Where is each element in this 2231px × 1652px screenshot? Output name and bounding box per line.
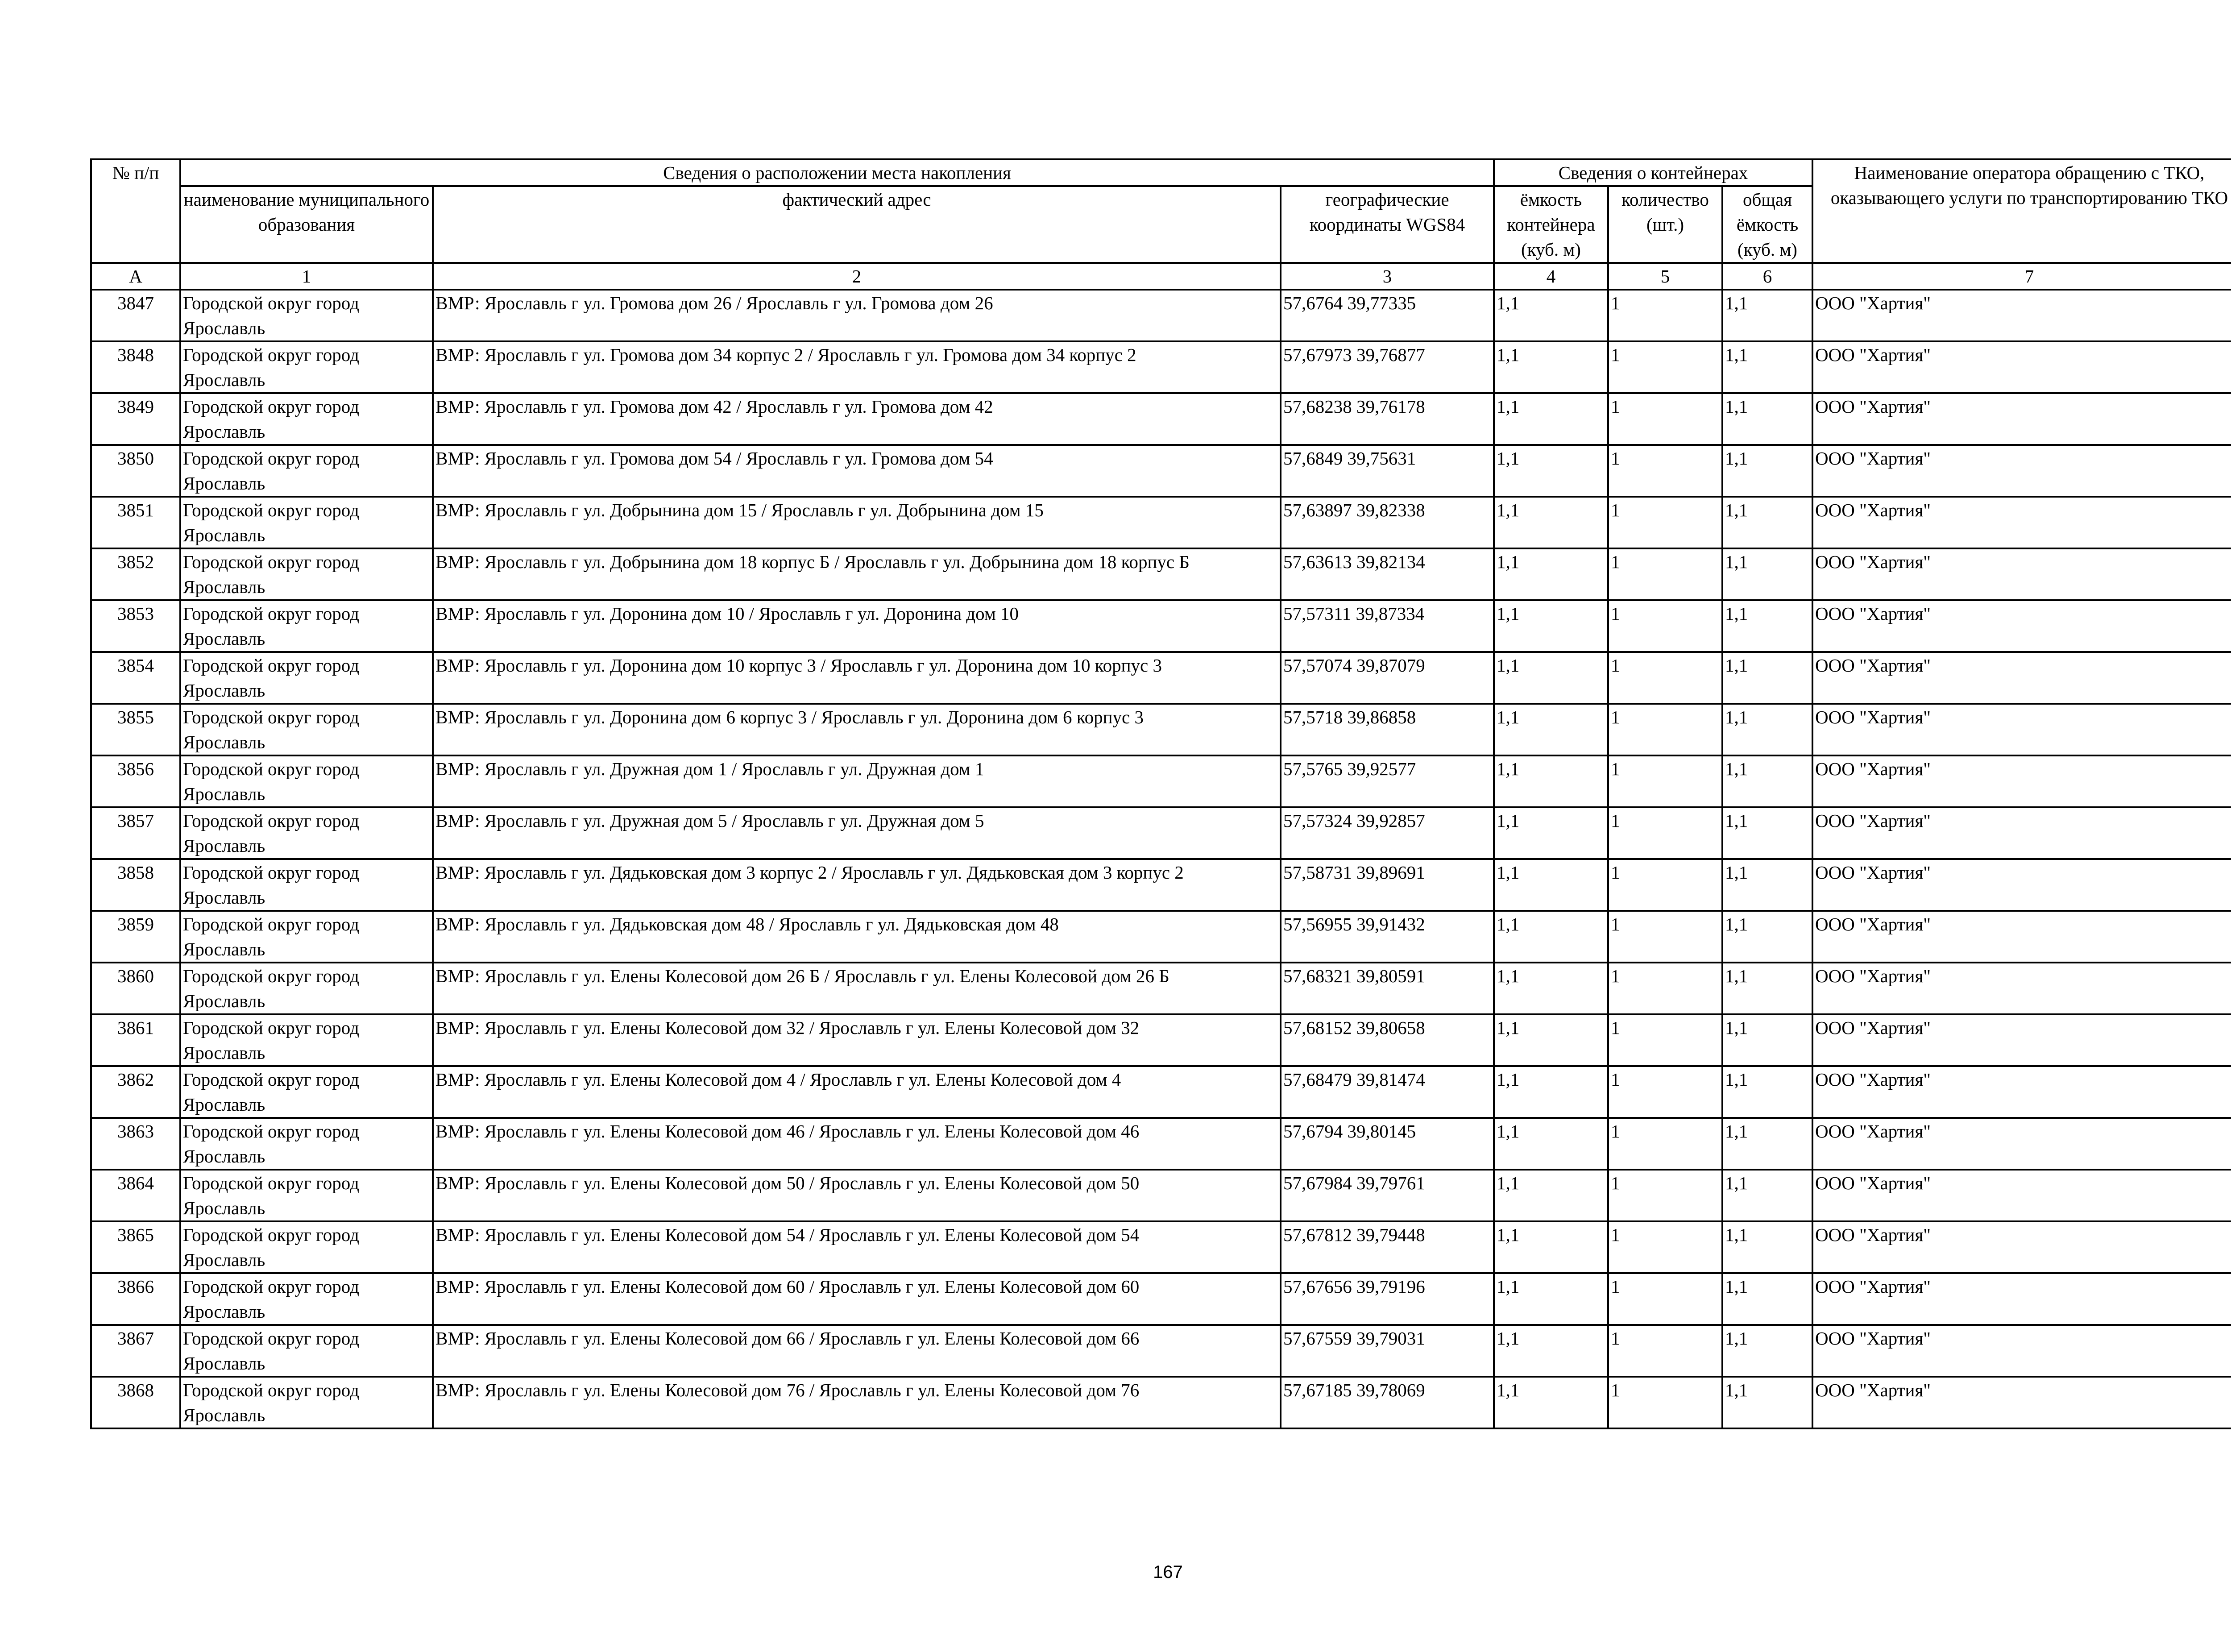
- column-number: 3: [1281, 263, 1494, 290]
- capacity-cell: 1,1: [1494, 341, 1608, 393]
- coords-cell: 57,5718 39,86858: [1281, 704, 1494, 755]
- table-row: [91, 1377, 2231, 1428]
- address-cell: ВМР: Ярославль г ул. Дружная дом 1 / Ярославль г ул. Дружная дом 1: [433, 755, 1281, 807]
- coords-cell: 57,6849 39,75631: [1281, 445, 1494, 497]
- row-number: 3847: [91, 290, 180, 341]
- municipality-cell: Городской округ город Ярославль: [180, 445, 433, 497]
- capacity-cell: 1,1: [1494, 1118, 1608, 1170]
- header-location-group: Сведения о расположении места накопления: [180, 159, 1494, 186]
- municipality-cell: Городской округ город Ярославль: [180, 859, 433, 911]
- capacity-cell: 1,1: [1494, 1014, 1608, 1066]
- header-municipality: наименование муниципального образования: [180, 186, 433, 263]
- total-capacity-cell: 1,1: [1722, 393, 1812, 445]
- count-cell: 1: [1608, 1273, 1722, 1325]
- total-capacity-cell: 1,1: [1722, 755, 1812, 807]
- row-number: 3861: [91, 1014, 180, 1066]
- count-cell: 1: [1608, 1118, 1722, 1170]
- header-capacity: ёмкость контейнера (куб. м): [1494, 186, 1608, 263]
- operator-cell: ООО "Хартия": [1812, 1014, 2231, 1066]
- header-containers-group: Сведения о контейнерах: [1494, 159, 1812, 186]
- row-number: 3855: [91, 704, 180, 755]
- table-row: [91, 1325, 2231, 1377]
- municipality-cell: Городской округ город Ярославль: [180, 1377, 433, 1428]
- coords-cell: 57,68238 39,76178: [1281, 393, 1494, 445]
- address-cell: ВМР: Ярославль г ул. Дружная дом 5 / Ярославль г ул. Дружная дом 5: [433, 807, 1281, 859]
- header-total: общая ёмкость (куб. м): [1722, 186, 1812, 263]
- table-row: [91, 1221, 2231, 1273]
- capacity-cell: 1,1: [1494, 704, 1608, 755]
- capacity-cell: 1,1: [1494, 1170, 1608, 1221]
- municipality-cell: Городской округ город Ярославль: [180, 755, 433, 807]
- coords-cell: 57,67984 39,79761: [1281, 1170, 1494, 1221]
- municipality-cell: Городской округ город Ярославль: [180, 1325, 433, 1377]
- row-number: 3859: [91, 911, 180, 963]
- total-capacity-cell: 1,1: [1722, 1014, 1812, 1066]
- address-cell: ВМР: Ярославль г ул. Елены Колесовой дом 26 Б / Ярославль г ул. Елены Колесовой дом 26 Б: [433, 963, 1281, 1014]
- header-address: фактический адрес: [433, 186, 1281, 263]
- coords-cell: 57,6794 39,80145: [1281, 1118, 1494, 1170]
- address-cell: ВМР: Ярославль г ул. Елены Колесовой дом 54 / Ярославль г ул. Елены Колесовой дом 54: [433, 1221, 1281, 1273]
- total-capacity-cell: 1,1: [1722, 704, 1812, 755]
- address-cell: ВМР: Ярославль г ул. Елены Колесовой дом 32 / Ярославль г ул. Елены Колесовой дом 32: [433, 1014, 1281, 1066]
- coords-cell: 57,68321 39,80591: [1281, 963, 1494, 1014]
- municipality-cell: Городской округ город Ярославль: [180, 911, 433, 963]
- table-row: [91, 963, 2231, 1014]
- coords-cell: 57,67185 39,78069: [1281, 1377, 1494, 1428]
- coords-cell: 57,57074 39,87079: [1281, 652, 1494, 704]
- row-number: 3848: [91, 341, 180, 393]
- municipality-cell: Городской округ город Ярославль: [180, 1118, 433, 1170]
- address-cell: ВМР: Ярославль г ул. Доронина дом 10 корпус 3 / Ярославль г ул. Доронина дом 10 корпус 3: [433, 652, 1281, 704]
- row-number: 3864: [91, 1170, 180, 1221]
- address-cell: ВМР: Ярославль г ул. Добрынина дом 18 корпус Б / Ярославль г ул. Добрынина дом 18 корпус Б: [433, 548, 1281, 600]
- row-number: 3862: [91, 1066, 180, 1118]
- coords-cell: 57,57311 39,87334: [1281, 600, 1494, 652]
- count-cell: 1: [1608, 1325, 1722, 1377]
- address-cell: ВМР: Ярославль г ул. Громова дом 34 корпус 2 / Ярославль г ул. Громова дом 34 корпус 2: [433, 341, 1281, 393]
- header-row-top: [91, 159, 2231, 186]
- total-capacity-cell: 1,1: [1722, 497, 1812, 548]
- row-number: 3868: [91, 1377, 180, 1428]
- total-capacity-cell: 1,1: [1722, 600, 1812, 652]
- total-capacity-cell: 1,1: [1722, 290, 1812, 341]
- page-number: 167: [1153, 1562, 1183, 1582]
- table-row: [91, 807, 2231, 859]
- total-capacity-cell: 1,1: [1722, 1118, 1812, 1170]
- operator-cell: ООО "Хартия": [1812, 393, 2231, 445]
- count-cell: 1: [1608, 1377, 1722, 1428]
- total-capacity-cell: 1,1: [1722, 341, 1812, 393]
- table-row: [91, 600, 2231, 652]
- column-number: А: [91, 263, 180, 290]
- total-capacity-cell: 1,1: [1722, 859, 1812, 911]
- table-row: [91, 341, 2231, 393]
- row-number: 3853: [91, 600, 180, 652]
- operator-cell: ООО "Хартия": [1812, 600, 2231, 652]
- address-cell: ВМР: Ярославль г ул. Елены Колесовой дом 76 / Ярославль г ул. Елены Колесовой дом 76: [433, 1377, 1281, 1428]
- address-cell: ВМР: Ярославль г ул. Дядьковская дом 3 корпус 2 / Ярославль г ул. Дядьковская дом 3 корпус 2: [433, 859, 1281, 911]
- total-capacity-cell: 1,1: [1722, 963, 1812, 1014]
- count-cell: 1: [1608, 859, 1722, 911]
- municipality-cell: Городской округ город Ярославль: [180, 1066, 433, 1118]
- operator-cell: ООО "Хартия": [1812, 1066, 2231, 1118]
- operator-cell: ООО "Хартия": [1812, 1273, 2231, 1325]
- row-number: 3851: [91, 497, 180, 548]
- operator-cell: ООО "Хартия": [1812, 652, 2231, 704]
- header-coords: географические координаты WGS84: [1281, 186, 1494, 263]
- count-cell: 1: [1608, 755, 1722, 807]
- table-row: [91, 1014, 2231, 1066]
- coords-cell: 57,6764 39,77335: [1281, 290, 1494, 341]
- municipality-cell: Городской округ город Ярославль: [180, 1221, 433, 1273]
- row-number: 3863: [91, 1118, 180, 1170]
- total-capacity-cell: 1,1: [1722, 1170, 1812, 1221]
- column-number: 6: [1722, 263, 1812, 290]
- municipality-cell: Городской округ город Ярославль: [180, 1273, 433, 1325]
- operator-cell: ООО "Хартия": [1812, 1221, 2231, 1273]
- coords-cell: 57,5765 39,92577: [1281, 755, 1494, 807]
- total-capacity-cell: 1,1: [1722, 652, 1812, 704]
- address-cell: ВМР: Ярославль г ул. Елены Колесовой дом 66 / Ярославль г ул. Елены Колесовой дом 66: [433, 1325, 1281, 1377]
- coords-cell: 57,68479 39,81474: [1281, 1066, 1494, 1118]
- capacity-cell: 1,1: [1494, 1377, 1608, 1428]
- row-number: 3860: [91, 963, 180, 1014]
- capacity-cell: 1,1: [1494, 963, 1608, 1014]
- row-number: 3852: [91, 548, 180, 600]
- address-cell: ВМР: Ярославль г ул. Громова дом 26 / Ярославль г ул. Громова дом 26: [433, 290, 1281, 341]
- table-row: [91, 497, 2231, 548]
- row-number: 3856: [91, 755, 180, 807]
- coords-cell: 57,63897 39,82338: [1281, 497, 1494, 548]
- coords-cell: 57,67559 39,79031: [1281, 1325, 1494, 1377]
- operator-cell: ООО "Хартия": [1812, 963, 2231, 1014]
- total-capacity-cell: 1,1: [1722, 1325, 1812, 1377]
- coords-cell: 57,58731 39,89691: [1281, 859, 1494, 911]
- count-cell: 1: [1608, 652, 1722, 704]
- table-row: [91, 704, 2231, 755]
- capacity-cell: 1,1: [1494, 445, 1608, 497]
- table-row: [91, 859, 2231, 911]
- operator-cell: ООО "Хартия": [1812, 807, 2231, 859]
- municipality-cell: Городской округ город Ярославль: [180, 807, 433, 859]
- capacity-cell: 1,1: [1494, 807, 1608, 859]
- total-capacity-cell: 1,1: [1722, 1377, 1812, 1428]
- address-cell: ВМР: Ярославль г ул. Добрынина дом 15 / Ярославль г ул. Добрынина дом 15: [433, 497, 1281, 548]
- column-number: 4: [1494, 263, 1608, 290]
- municipality-cell: Городской округ город Ярославль: [180, 393, 433, 445]
- capacity-cell: 1,1: [1494, 290, 1608, 341]
- coords-cell: 57,67812 39,79448: [1281, 1221, 1494, 1273]
- table-row: [91, 911, 2231, 963]
- address-cell: ВМР: Ярославль г ул. Доронина дом 10 / Ярославль г ул. Доронина дом 10: [433, 600, 1281, 652]
- row-number: 3858: [91, 859, 180, 911]
- address-cell: ВМР: Ярославль г ул. Громова дом 42 / Ярославль г ул. Громова дом 42: [433, 393, 1281, 445]
- column-number: 5: [1608, 263, 1722, 290]
- total-capacity-cell: 1,1: [1722, 445, 1812, 497]
- count-cell: 1: [1608, 548, 1722, 600]
- municipality-cell: Городской округ город Ярославль: [180, 652, 433, 704]
- address-cell: ВМР: Ярославль г ул. Елены Колесовой дом 60 / Ярославль г ул. Елены Колесовой дом 60: [433, 1273, 1281, 1325]
- column-number: 7: [1812, 263, 2231, 290]
- operator-cell: ООО "Хартия": [1812, 1170, 2231, 1221]
- row-number: 3849: [91, 393, 180, 445]
- count-cell: 1: [1608, 911, 1722, 963]
- operator-cell: ООО "Хартия": [1812, 1377, 2231, 1428]
- table-row: [91, 1066, 2231, 1118]
- count-cell: 1: [1608, 704, 1722, 755]
- column-number: 2: [433, 263, 1281, 290]
- column-number-row: [91, 263, 2231, 290]
- table-body: [91, 290, 2231, 1428]
- total-capacity-cell: 1,1: [1722, 1273, 1812, 1325]
- table-row: [91, 652, 2231, 704]
- operator-cell: ООО "Хартия": [1812, 755, 2231, 807]
- coords-cell: 57,67973 39,76877: [1281, 341, 1494, 393]
- table-row: [91, 445, 2231, 497]
- capacity-cell: 1,1: [1494, 1066, 1608, 1118]
- address-cell: ВМР: Ярославль г ул. Дядьковская дом 48 / Ярославль г ул. Дядьковская дом 48: [433, 911, 1281, 963]
- coords-cell: 57,63613 39,82134: [1281, 548, 1494, 600]
- count-cell: 1: [1608, 290, 1722, 341]
- table-row: [91, 548, 2231, 600]
- column-number: 1: [180, 263, 433, 290]
- row-number: 3865: [91, 1221, 180, 1273]
- municipality-cell: Городской округ город Ярославль: [180, 600, 433, 652]
- operator-cell: ООО "Хартия": [1812, 704, 2231, 755]
- row-number: 3867: [91, 1325, 180, 1377]
- total-capacity-cell: 1,1: [1722, 1066, 1812, 1118]
- count-cell: 1: [1608, 341, 1722, 393]
- operator-cell: ООО "Хартия": [1812, 911, 2231, 963]
- capacity-cell: 1,1: [1494, 600, 1608, 652]
- operator-cell: ООО "Хартия": [1812, 290, 2231, 341]
- registry-table: [90, 158, 2231, 1429]
- table-row: [91, 1273, 2231, 1325]
- capacity-cell: 1,1: [1494, 497, 1608, 548]
- count-cell: 1: [1608, 497, 1722, 548]
- capacity-cell: 1,1: [1494, 1325, 1608, 1377]
- row-number: 3857: [91, 807, 180, 859]
- count-cell: 1: [1608, 600, 1722, 652]
- table-row: [91, 393, 2231, 445]
- municipality-cell: Городской округ город Ярославль: [180, 290, 433, 341]
- total-capacity-cell: 1,1: [1722, 548, 1812, 600]
- header-num: № п/п: [91, 159, 180, 263]
- municipality-cell: Городской округ город Ярославль: [180, 963, 433, 1014]
- operator-cell: ООО "Хартия": [1812, 859, 2231, 911]
- coords-cell: 57,57324 39,92857: [1281, 807, 1494, 859]
- capacity-cell: 1,1: [1494, 911, 1608, 963]
- total-capacity-cell: 1,1: [1722, 911, 1812, 963]
- address-cell: ВМР: Ярославль г ул. Елены Колесовой дом 50 / Ярославль г ул. Елены Колесовой дом 50: [433, 1170, 1281, 1221]
- table-header: [91, 159, 2231, 290]
- table-row: [91, 755, 2231, 807]
- count-cell: 1: [1608, 963, 1722, 1014]
- count-cell: 1: [1608, 445, 1722, 497]
- municipality-cell: Городской округ город Ярославль: [180, 1170, 433, 1221]
- total-capacity-cell: 1,1: [1722, 807, 1812, 859]
- table-row: [91, 1118, 2231, 1170]
- coords-cell: 57,56955 39,91432: [1281, 911, 1494, 963]
- count-cell: 1: [1608, 1066, 1722, 1118]
- address-cell: ВМР: Ярославль г ул. Громова дом 54 / Ярославль г ул. Громова дом 54: [433, 445, 1281, 497]
- capacity-cell: 1,1: [1494, 652, 1608, 704]
- count-cell: 1: [1608, 1170, 1722, 1221]
- address-cell: ВМР: Ярославль г ул. Елены Колесовой дом 4 / Ярославль г ул. Елены Колесовой дом 4: [433, 1066, 1281, 1118]
- coords-cell: 57,68152 39,80658: [1281, 1014, 1494, 1066]
- municipality-cell: Городской округ город Ярославль: [180, 341, 433, 393]
- capacity-cell: 1,1: [1494, 859, 1608, 911]
- operator-cell: ООО "Хартия": [1812, 1118, 2231, 1170]
- row-number: 3854: [91, 652, 180, 704]
- header-count: количество (шт.): [1608, 186, 1722, 263]
- table-row: [91, 1170, 2231, 1221]
- operator-cell: ООО "Хартия": [1812, 445, 2231, 497]
- capacity-cell: 1,1: [1494, 548, 1608, 600]
- count-cell: 1: [1608, 1014, 1722, 1066]
- count-cell: 1: [1608, 393, 1722, 445]
- address-cell: ВМР: Ярославль г ул. Елены Колесовой дом 46 / Ярославль г ул. Елены Колесовой дом 46: [433, 1118, 1281, 1170]
- capacity-cell: 1,1: [1494, 1221, 1608, 1273]
- capacity-cell: 1,1: [1494, 755, 1608, 807]
- row-number: 3866: [91, 1273, 180, 1325]
- capacity-cell: 1,1: [1494, 1273, 1608, 1325]
- operator-cell: ООО "Хартия": [1812, 1325, 2231, 1377]
- row-number: 3850: [91, 445, 180, 497]
- municipality-cell: Городской округ город Ярославль: [180, 548, 433, 600]
- table-row: [91, 290, 2231, 341]
- municipality-cell: Городской округ город Ярославль: [180, 497, 433, 548]
- operator-cell: ООО "Хартия": [1812, 548, 2231, 600]
- address-cell: ВМР: Ярославль г ул. Доронина дом 6 корпус 3 / Ярославль г ул. Доронина дом 6 корпус 3: [433, 704, 1281, 755]
- count-cell: 1: [1608, 1221, 1722, 1273]
- count-cell: 1: [1608, 807, 1722, 859]
- total-capacity-cell: 1,1: [1722, 1221, 1812, 1273]
- header-operator: Наименование оператора обращению с ТКО, оказывающего услуги по транспортированию ТКО: [1812, 159, 2231, 263]
- municipality-cell: Городской округ город Ярославль: [180, 1014, 433, 1066]
- municipality-cell: Городской округ город Ярославль: [180, 704, 433, 755]
- operator-cell: ООО "Хартия": [1812, 341, 2231, 393]
- capacity-cell: 1,1: [1494, 393, 1608, 445]
- coords-cell: 57,67656 39,79196: [1281, 1273, 1494, 1325]
- operator-cell: ООО "Хартия": [1812, 497, 2231, 548]
